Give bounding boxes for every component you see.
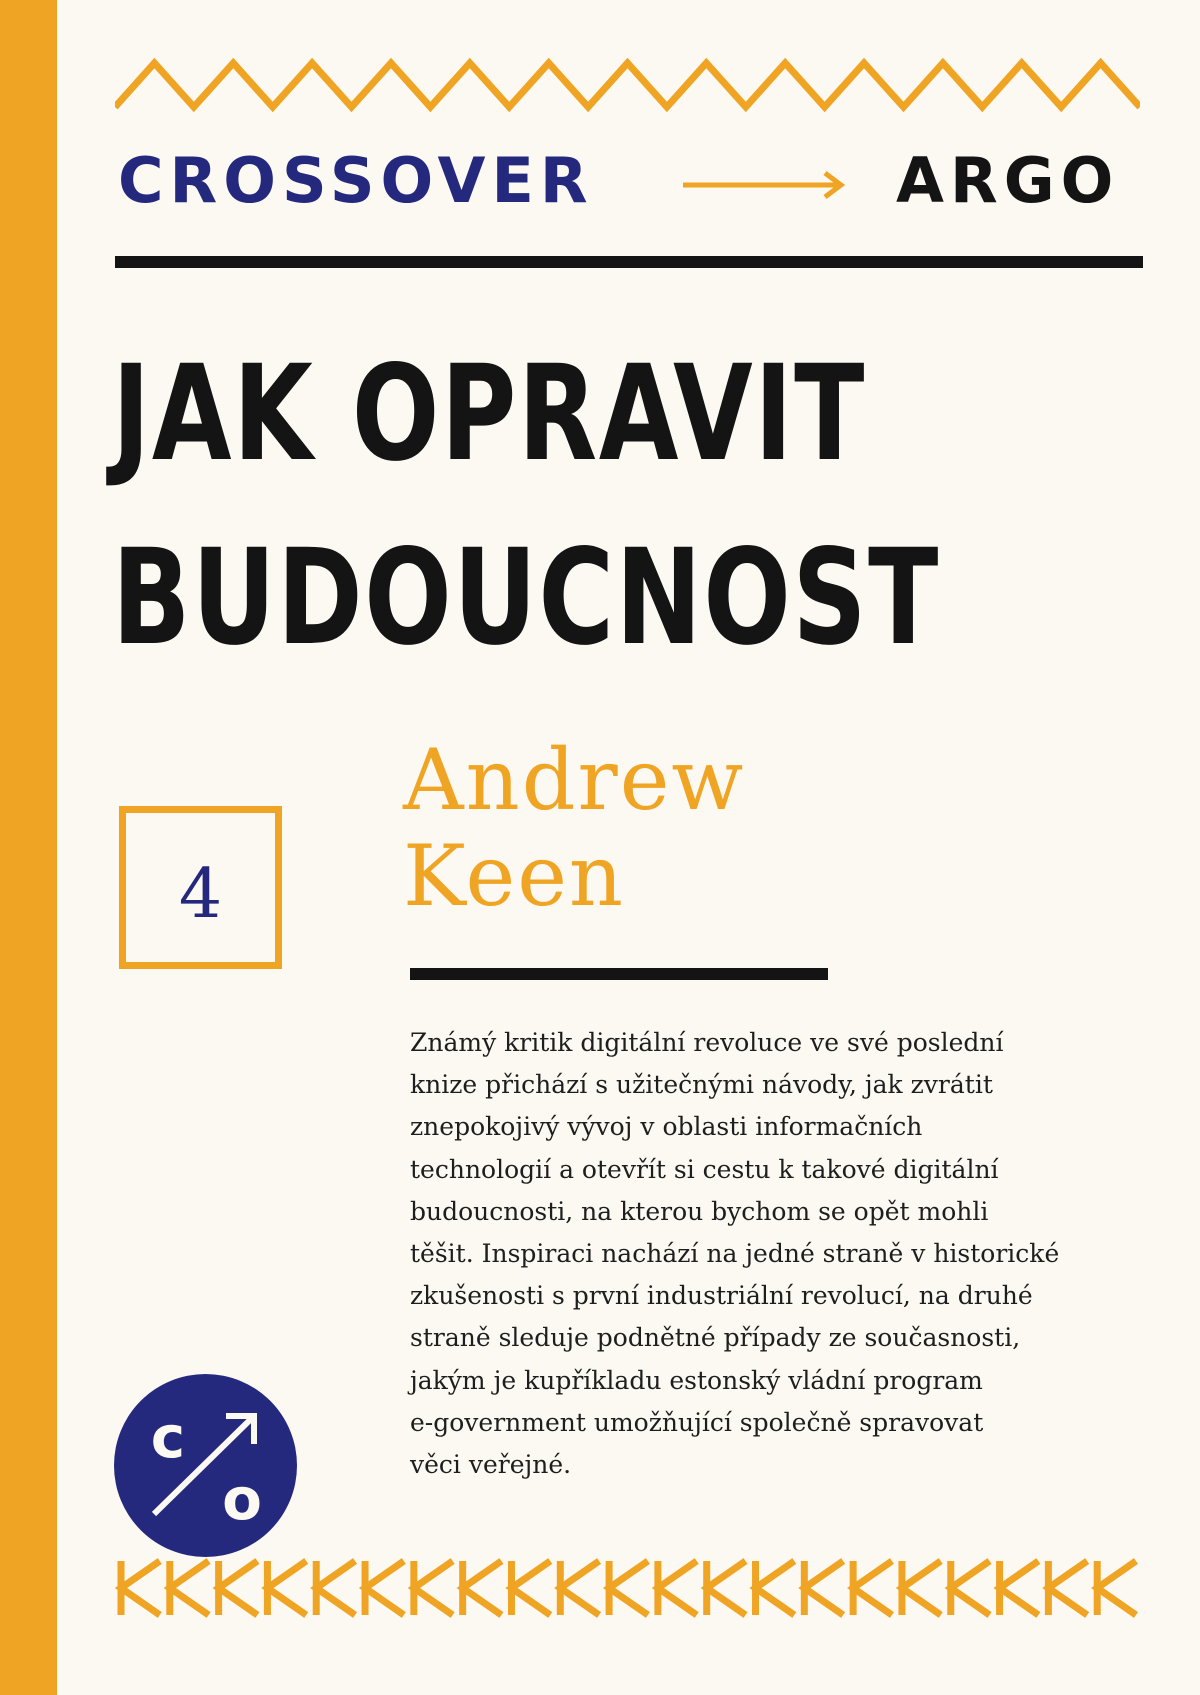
blurb-line: knize přichází s užitečnými návody, jak zvrátit: [410, 1070, 993, 1100]
volume-number: 4: [178, 855, 223, 934]
chevron-decoration: [707, 1561, 746, 1615]
book-title: [112, 322, 940, 690]
chevron-decoration: [951, 1561, 990, 1615]
chevron-decoration: [414, 1561, 453, 1615]
chevron-decoration: [1000, 1561, 1039, 1615]
blurb-line: e-government umožňující společně spravovat: [410, 1407, 984, 1437]
blurb-line: budoucnosti, na kterou bychom se opět mohli: [410, 1196, 989, 1226]
chevron-decoration: [219, 1561, 258, 1615]
spine-stripe: [0, 0, 57, 1695]
chevron-decoration: [756, 1561, 795, 1615]
blurb-line: zkušenosti s první industriální revolucí, na druhé: [410, 1281, 1033, 1311]
chevron-decoration: [170, 1561, 209, 1615]
chevron-decoration: [1097, 1561, 1136, 1615]
publisher-name: ARGO: [896, 144, 1120, 217]
author-divider: [410, 968, 828, 980]
chevron-decoration: [1048, 1561, 1087, 1615]
chevron-decoration: [658, 1561, 697, 1615]
blurb-line: straně sleduje podnětné případy ze současnosti,: [410, 1323, 1021, 1353]
title-line: JAK OPRAVIT: [112, 337, 866, 491]
blurb-line: jakým je kupříkladu estonský vládní program: [410, 1365, 983, 1395]
author-name: [403, 732, 745, 924]
author-line: Keen: [403, 827, 626, 925]
chevron-decoration: [560, 1561, 599, 1615]
logo-letter-top: c: [150, 1403, 186, 1471]
chevron-decoration: [463, 1561, 502, 1615]
zigzag-top-border: [115, 55, 1140, 115]
chevron-decoration: [853, 1561, 892, 1615]
right-arrow-icon: [683, 170, 848, 200]
top-divider: [115, 256, 1143, 268]
blurb-line: Známý kritik digitální revoluce ve své poslední: [410, 1028, 1004, 1057]
chevron-decoration: [267, 1561, 306, 1615]
chevron-decoration: [609, 1561, 648, 1615]
blurb-line: věci veřejné.: [410, 1450, 572, 1480]
blurb-line: znepokojivý vývoj v oblasti informačních: [410, 1112, 923, 1142]
volume-number-box: [119, 806, 282, 969]
chevron-decoration: [316, 1561, 355, 1615]
blurb-text: [410, 1022, 1110, 1486]
chevron-decoration: [804, 1561, 843, 1615]
crossover-logo: [114, 1374, 297, 1557]
chevron-decoration: [365, 1561, 404, 1615]
blurb-line: technologií a otevřít si cestu k takové digitální: [410, 1154, 999, 1184]
title-line: BUDOUCNOST: [112, 521, 940, 675]
logo-letter-bottom: o: [222, 1465, 262, 1533]
chevron-decoration: [511, 1561, 550, 1615]
arrowhead-bottom-border: [115, 1555, 1140, 1621]
blurb-line: těšit. Inspiraci nachází na jedné straně v historické: [410, 1239, 1060, 1269]
author-line: Andrew: [403, 731, 746, 829]
chevron-decoration: [902, 1561, 941, 1615]
chevron-decoration: [121, 1561, 160, 1615]
series-name: CROSSOVER: [118, 144, 594, 217]
